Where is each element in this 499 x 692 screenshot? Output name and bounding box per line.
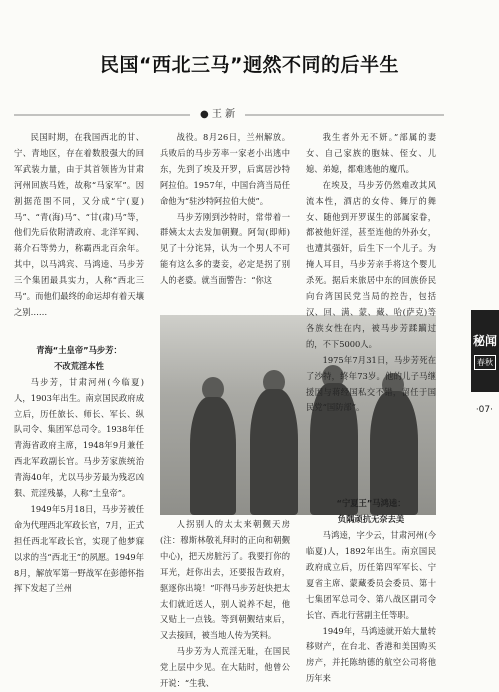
paragraph: 我生者外无不妍。”部属的妻女、自己家族的胞妹、侄女、儿媳、弟媳，都难逃他的魔爪。: [306, 132, 436, 174]
section-tab-sub: 春秋: [474, 355, 496, 370]
column-2-lower: [160, 517, 290, 692]
section-subheading: 不改荒淫本性: [54, 360, 104, 371]
column-2: [160, 130, 290, 289]
article-title: 民国“西北三马”迥然不同的后半生: [100, 54, 399, 76]
section-subheading: 负隅顽抗无奈去美: [337, 514, 405, 525]
column-1: [14, 130, 144, 597]
paragraph: 马鸿逵，字少云，甘肃河州(今临夏)人，1892年出生。南京国民政府成立后，历任第四军军长、宁夏省主席、蒙藏委员会委员、第十七集团军总司令、第八战区副司令长官、西北行营副主任等职。: [306, 530, 436, 620]
paragraph: 1975年7月31日，马步芳死在了沙特，终年73岁。他的儿子马继援因与蒋经国私交不错，留任于国民党“国防部”。: [306, 354, 436, 413]
section-tab-main: 秘闻: [472, 334, 497, 348]
paragraph: 马步芳，甘肃河州(今临夏)人，1903年出生。南京国民政府成立后，历任旅长、师长、军长、纵队司令、集团军总司令。1938年任青海省政府主席，1948年9月兼任西北军政副长官。马步芳家族统治青海40年，尤以马步芳最为残忍凶狠、荒淫残暴，人称“土皇帝”。: [14, 376, 144, 499]
paragraph: 战役。8月26日，兰州解放。兵败后的马步芳率一家老小出逃中东，先到了埃及开罗，后寓居沙特阿拉伯。1957年，中国台湾当局任命他为“驻沙特阿拉伯大使”。: [160, 132, 290, 206]
paragraph: 1949年5月18日，马步芳被任命为代理西北军政长官，7月，正式担任西北军政长官，实现了他梦寐以求的当“西北王”的夙愿。1949年8月，解放军第一野战军在彭德怀指挥下发起了兰州: [14, 503, 144, 594]
paragraph: 马步芳刚到沙特时，常带着一群姨太太去发加朝觐。阿訇(即师)见了十分诧异，认为一个男人不可能有这么多的妻妾，必定是拐了别人的老婆。就当面警告：“你这: [160, 211, 290, 286]
column-3: [306, 130, 436, 687]
paragraph: 民国时期，在我国西北的甘、宁、青地区，存在着数股强大的回军武装力量，由于其首领皆为甘肃河州回族马姓，故称“马家军”。因割据范围不同，又分成“宁(夏)马”、“青(海)马”、“甘(肃)马”等，他们先后依附清政府、北洋军阀、蒋介石等势力，称霸西北百余年。其中，以马鸿宾、马鸿逵、马步芳三个集团最具实力，人称“西北三马”。而他们最终的命运却有着天壤之别……: [14, 132, 144, 317]
paragraph: 1949年，马鸿逵就开始大量转移财产，在台北、香港和美国购买房产，并托陈纳德的航空公司将他历年来: [306, 625, 436, 684]
paragraph: 人拐别人的太太来朝觐天房(注：穆斯林敬礼拜时的正向和朝觐中心)，把天房脏污了。我要打你的耳光，赶你出去，还要报告政府，驱逐你出境！”吓得马步芳赶快把太太们就近送人，别人说养不起，他又贴上一点钱。等到朝觐结束后，又去接回，被当地人传为笑料。: [160, 519, 290, 641]
paragraph: 马步芳为人荒淫无耻，在国民党上层中少见。在大陆时，他曾公开说：“生我、: [160, 646, 290, 689]
byline-rule: [14, 108, 444, 122]
section-tab: [471, 310, 499, 392]
section-heading: 青海“土皇帝”马步芳：: [36, 344, 122, 355]
author-byline: ● 王 新: [190, 108, 245, 122]
section-heading: “宁夏王”马鸿逵：: [336, 498, 406, 509]
paragraph: 在埃及，马步芳仍然难改其风流本性，酒店的女侍、舞厅的舞女、随他到开罗谋生的部属家眷，都被他奸淫，甚至连他的外孙女，也遭其强奸，后生下一个儿子。为掩人耳目，马步芳亲手将这个婴儿杀死。据后来旅居中东的回族侨民向台湾国民党当局的控告，包括汉、回、满、蒙、藏、哈(萨克)等各族女性在内，被马步芳蹂躏过的，不下5000人。: [306, 179, 436, 349]
page-number: ·07·: [475, 405, 493, 415]
